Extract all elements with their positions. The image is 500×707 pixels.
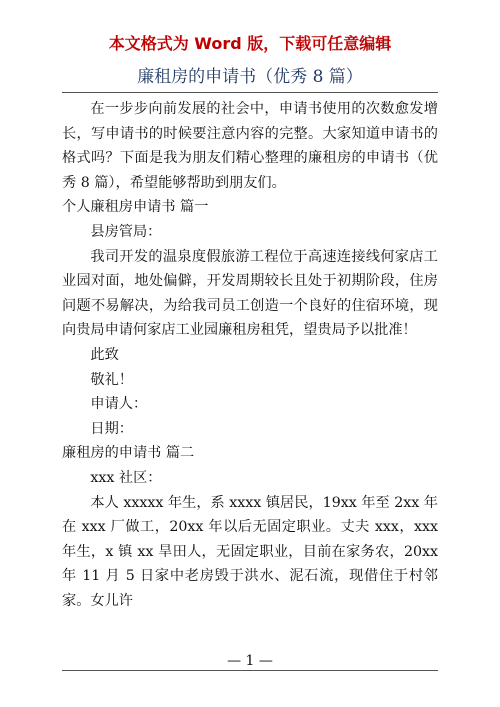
body-paragraph-2: 本人 xxxxx 年生，系 xxxx 镇居民，19xx 年至 2xx 年在 xxx 厂做工，20xx 年以后无固定职业。丈夫 xxx，xxx 年生，x 镇 xx 旱田人，无固定职业，目前在家务农，20xx 年 11 月 5 日家中老房毁于洪水、泥石流，现借住于村邻家。女儿许 [62,494,438,609]
closing-line-2: 敬礼！ [90,371,133,388]
date-line: 日期： [90,420,133,437]
body-paragraph-1: 我司开发的温泉度假旅游工程位于高速连接线何家店工业园对面，地处偏僻，开发周期较长且处于初期阶段，住房问题不易解决，为给我司员工创造一个良好的住宿环境，现向贵局申请何家店工业园廉租房租凭，望贵局予以批准！ [62,248,438,339]
document-body [62,97,438,613]
intro-paragraph: 在一步步向前发展的社会中，申请书使用的次数愈发增长，写申请书的时候要注意内容的完整。大家知道申请书的格式吗？下面是我为朋友们精心整理的廉租房的申请书（优秀 8 篇），希望能够帮助到朋友们。 [62,101,438,191]
salutation-1: 县房管局： [90,223,162,240]
section-heading-2: 廉租房的申请书 篇二 [62,445,195,462]
salutation-2: xxx 社区： [90,469,162,486]
closing-line-1: 此致 [90,346,119,363]
document-title: 廉租房的申请书（优秀 8 篇） [137,67,363,87]
page-number: — 1 — [227,653,273,669]
footer-rule [62,670,438,671]
section-heading-1: 个人廉租房申请书 篇一 [62,199,209,216]
download-banner: 本文格式为 Word 版，下载可任意编辑 [108,34,392,53]
header-rule [62,92,438,93]
applicant-line: 申请人： [90,396,148,413]
